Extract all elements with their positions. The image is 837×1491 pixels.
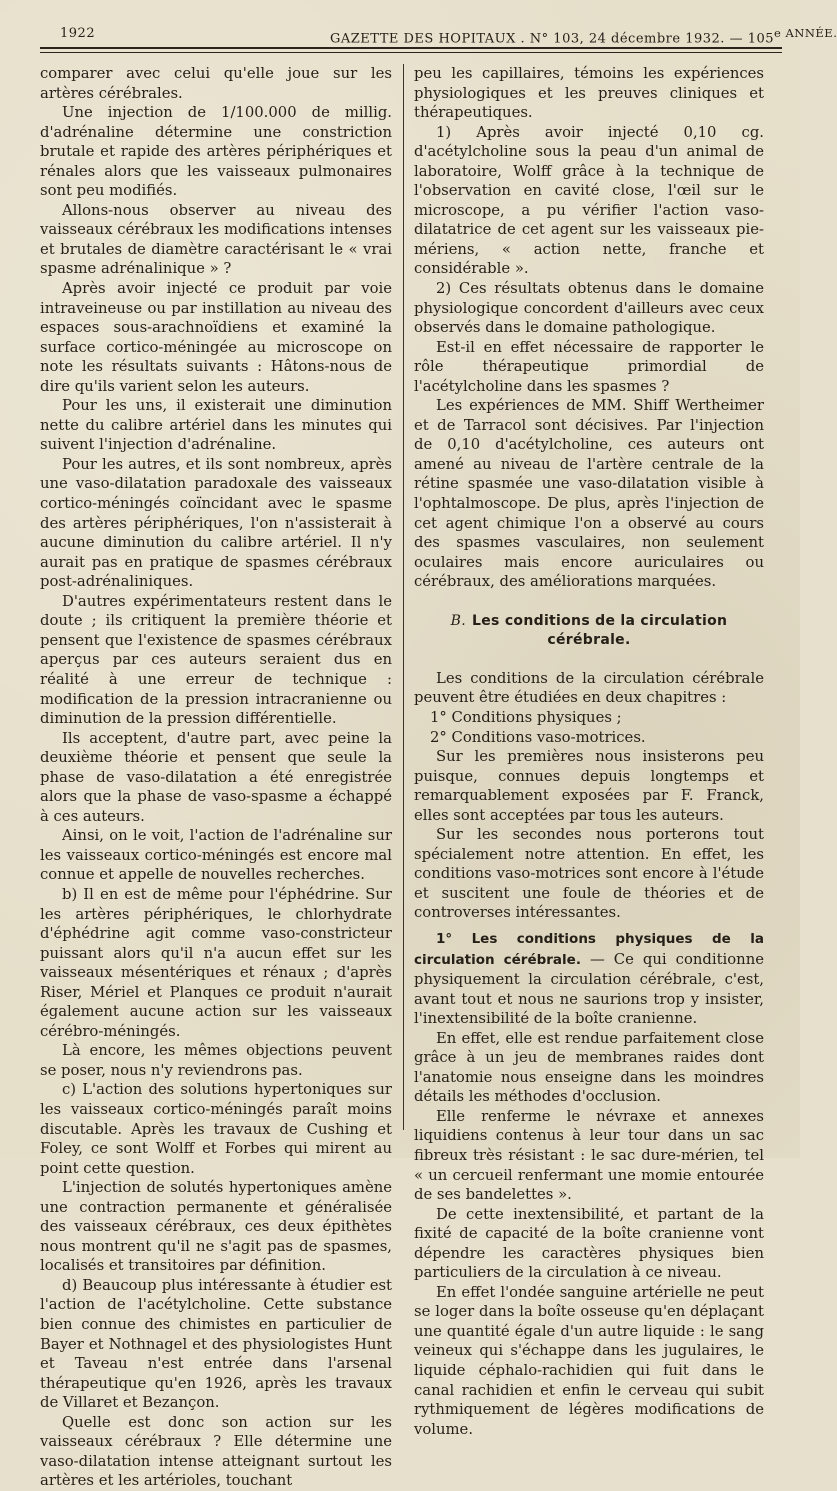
paragraph: L'injection de solutés hypertoniques amène une contraction permanente et généralisée des vaisseaux cérébraux, ces deux épithètes nous montrent qu'il ne s'agit pas de spasmes, localisés et transitoires par définition. bbox=[40, 1179, 392, 1275]
header-rule-thin bbox=[40, 52, 782, 53]
paragraph: Sur les premières nous insisterons peu puisque, connues depuis longtemps et remarquablement exposées par F. Franck, elles sont acceptées par tous les auteurs. bbox=[414, 748, 764, 824]
paragraph: 1) Après avoir injecté 0,10 cg. d'acétylcholine sous la peau d'un animal de laboratoire, Wolff grâce à la technique de l'observation en cavité close, l'œil sur le microscope, a pu vérifier l'action vaso-dilatatrice de cet agent sur les vaisseaux pie-mériens, « action nette, franche et considérable ». bbox=[414, 123, 764, 278]
paragraph: Quelle est donc son action sur les vaisseaux cérébraux ? Elle détermine une vaso-dilatation intense atteignant surtout les artères et les artérioles, touchant bbox=[40, 1413, 392, 1490]
section-letter: B. bbox=[450, 612, 467, 629]
paragraph: En effet l'ondée sanguine artérielle ne peut se loger dans la boîte osseuse qu'en déplaçant une quantité égale d'un autre liquide : le sang veineux qui s'échappe dans les jugulaires, le liquide céphalo-rachidien qui fuit dans le canal rachidien et enfin le cerveau qui subit rythmiquement de légères modifications de volume. bbox=[414, 1283, 764, 1438]
right-column bbox=[414, 64, 764, 1438]
page-header bbox=[40, 26, 837, 47]
year-suffix: e ANNÉE. bbox=[774, 26, 837, 40]
column-divider bbox=[403, 64, 404, 1130]
right-column-part3 bbox=[414, 1029, 764, 1439]
paragraph: b) Il en est de même pour l'éphédrine. Sur les artères périphériques, le chlorhydrate d'éphédrine agit comme vaso-constricteur puissant alors qu'il n'a aucun effet sur les vaisseaux mésentériques et rénaux ; d'après Riser, Mériel et Planques ce produit n'aurait également aucune action sur les vaisseaux cérébro-méningés. bbox=[40, 885, 392, 1040]
section-heading bbox=[414, 612, 764, 651]
running-title: GAZETTE DES HOPITAUX . N° 103, 24 décembre 1932. — $105^{e ANNÉE.}$ bbox=[330, 26, 837, 47]
subsection-intro: — Ce qui conditionne physiquement la circulation cérébrale, c'est, avant tout et nous ne saurions trop y insister, l'inextensibilité de la boîte cranienne. bbox=[414, 950, 764, 1028]
paragraph: Après avoir injecté ce produit par voie intraveineuse ou par instillation au niveau des espaces sous-arachnoïdiens et examiné la surface cortico-méningée au microscope on note les résultats suivants : Hâtons-nous de dire qu'ils varient selon les auteurs. bbox=[40, 280, 392, 395]
paragraph: De cette inextensibilité, et partant de la fixité de capacité de la boîte cranienne vont dépendre les caractères physiques bien particuliers de la circulation à ce niveau. bbox=[414, 1205, 764, 1282]
paragraph: Est-il en effet nécessaire de rapporter le rôle thérapeutique primordial de l'acétylcholine dans les spasmes ? bbox=[414, 338, 764, 395]
page-number: 1922 bbox=[60, 26, 96, 41]
right-column-part1 bbox=[414, 64, 764, 592]
paragraph: peu les capillaires, témoins les expériences physiologiques et les preuves cliniques et thérapeutiques. bbox=[414, 65, 764, 122]
paragraph: Elle renferme le névraxe et annexes liquidiens contenus à leur tour dans un sac fibreux très résistant : le sac dure-mérien, tel « un cercueil renfermant une momie entourée de ses bandelettes ». bbox=[414, 1107, 764, 1204]
paragraph: D'autres expérimentateurs restent dans le doute ; ils critiquent la première théorie et pensent que l'existence de spasmes cérébraux aperçus par ces auteurs seraient dus en réalité à une erreur de technique : modification de la pression intracranienne ou diminution de la pression différentielle. bbox=[40, 592, 392, 728]
right-column-part2 bbox=[414, 669, 764, 923]
paragraph: Les conditions de la circulation cérébrale peuvent être étudiées en deux chapitres : bbox=[414, 669, 764, 707]
list-item: 1° Conditions physiques ; bbox=[430, 708, 622, 726]
subsection-paragraph bbox=[414, 929, 764, 1029]
paragraph: Ainsi, on le voit, l'action de l'adrénaline sur les vaisseaux cortico-méningés est encore mal connue et appelle de nouvelles recherches. bbox=[40, 827, 392, 884]
paragraph: Pour les autres, et ils sont nombreux, après une vaso-dilatation paradoxale des vaisseaux cortico-méningés coïncidant avec le spasme des artères périphériques, l'on n'assisterait à aucune diminution du calibre artériel. Il n'y aurait pas en pratique de spasmes cérébraux post-adrénaliniques. bbox=[40, 455, 392, 591]
paragraph: Allons-nous observer au niveau des vaisseaux cérébraux les modifications intenses et brutales de diamètre caractérisant le « vrai spasme adrénalinique » ? bbox=[40, 201, 392, 278]
section-title: Les conditions de la circulation cérébrale. bbox=[472, 612, 728, 649]
left-column bbox=[40, 64, 392, 1490]
subsection-heading: 1° Les conditions physiques de la circulation cérébrale. bbox=[414, 930, 764, 968]
paragraph: En effet, elle est rendue parfaitement close grâce à un jeu de membranes raides dont l'anatomie nous enseigne dans les moindres détails les méthodes d'occlusion. bbox=[414, 1029, 764, 1106]
header-rule-thick bbox=[40, 47, 782, 49]
paragraph: d) Beaucoup plus intéressante à étudier est l'action de l'acétylcholine. Cette substance bien connue des chimistes en particulier de Bayer et Nothnagel et des physiologistes Hunt et Taveau n'est entrée dans l'arsenal thérapeutique qu'en 1926, après les travaux de Villaret et Bezançon. bbox=[40, 1276, 392, 1412]
paragraph: Ils acceptent, d'autre part, avec peine la deuxième théorie et pensent que seule la phase de vaso-dilatation a été enregistrée alors que la phase de vaso-spasme a échappé à ces auteurs. bbox=[40, 729, 392, 825]
paragraph: Les expériences de MM. Shiff Wertheimer et de Tarracol sont décisives. Par l'injection de 0,10 d'acétylcholine, ces auteurs ont amené au niveau de l'artère centrale de la rétine spasmée une vaso-dilatation visible à l'ophtalmoscope. De plus, après l'injection de cet agent chimique l'on a observé au cours des spasmes vasculaires, non seulement oculaires mais encore auriculaires ou cérébraux, des améliorations marquées. bbox=[414, 397, 764, 591]
paragraph: Pour les uns, il existerait une diminution nette du calibre artériel dans les minutes qui suivent l'injection d'adrénaline. bbox=[40, 397, 392, 454]
paragraph: Sur les secondes nous porterons tout spécialement notre attention. En effet, les conditions vaso-motrices sont encore à l'étude et suscitent une foule de théories et de controverses intéressantes. bbox=[414, 826, 764, 922]
list-item: 2° Conditions vaso-motrices. bbox=[430, 728, 646, 746]
paragraph: comparer avec celui qu'elle joue sur les artères cérébrales. bbox=[40, 65, 392, 102]
paragraph: c) L'action des solutions hypertoniques sur les vaisseaux cortico-méningés paraît moins discutable. Après les travaux de Cushing et Foley, ce sont Wolff et Forbes qui mirent au point cette question. bbox=[40, 1081, 392, 1177]
paragraph: Une injection de 1/100.000 de millig. d'adrénaline détermine une constriction brutale et rapide des artères périphériques et rénales alors que les vaisseaux pulmonaires sont peu modifiés. bbox=[40, 104, 392, 200]
paragraph: Là encore, les mêmes objections peuvent se poser, nous n'y reviendrons pas. bbox=[40, 1042, 392, 1079]
paragraph: 2) Ces résultats obtenus dans le domaine physiologique concordent d'ailleurs avec ceux observés dans le domaine pathologique. bbox=[414, 280, 764, 337]
